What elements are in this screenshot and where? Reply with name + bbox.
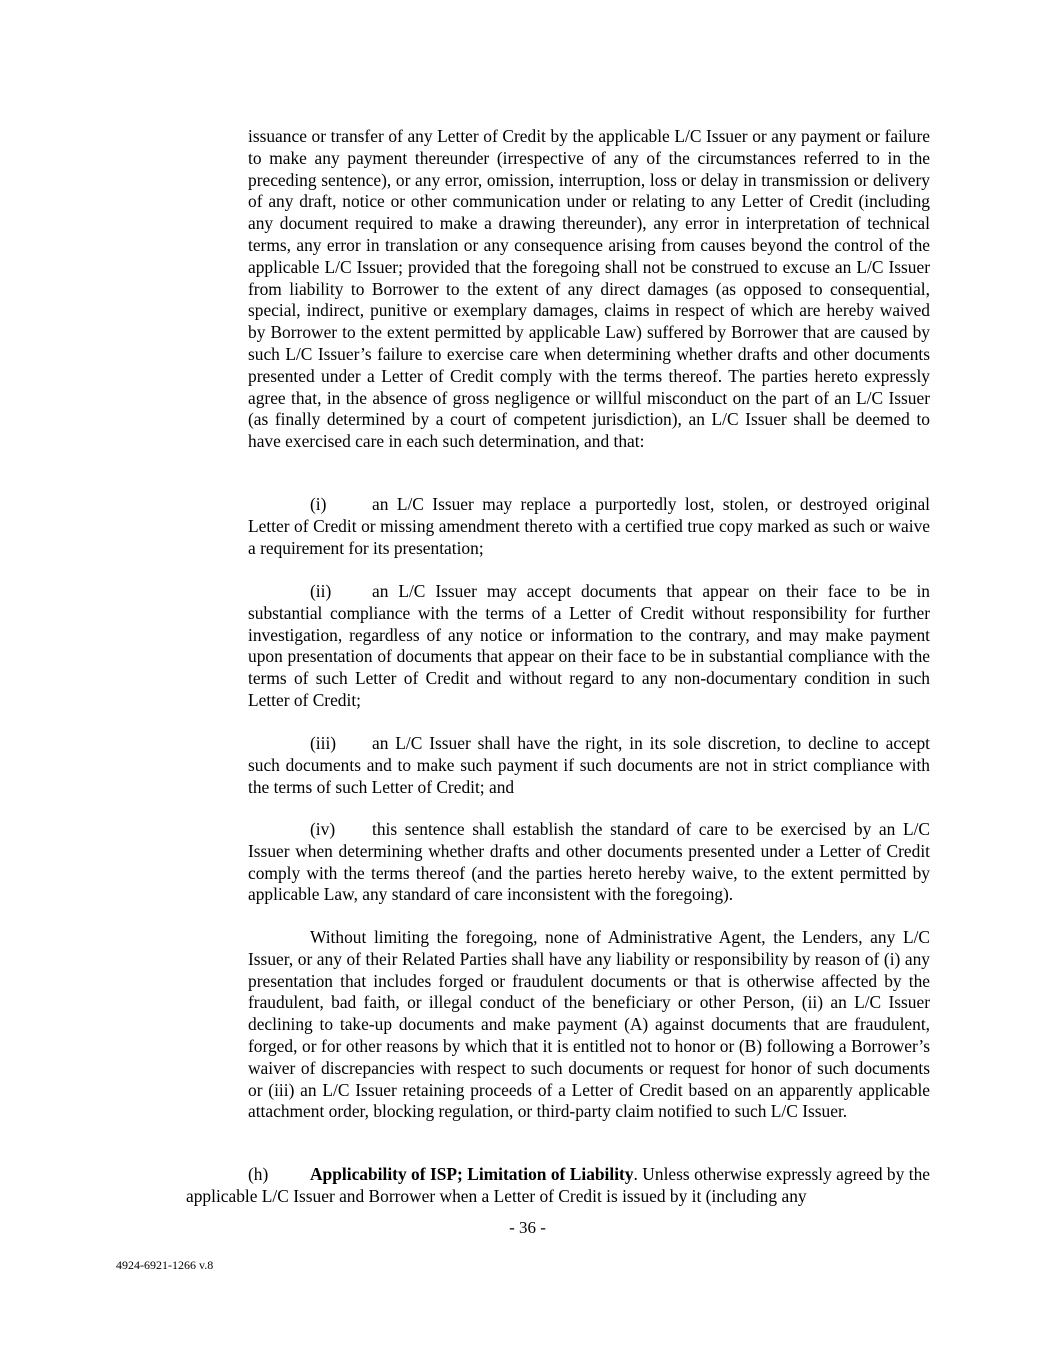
list-item-text: an L/C Issuer shall have the right, in its sole discretion, to decline to accept such documents and to make such payment if such documents are not in strict compliance with the terms of such Letter of Credit; and [248,733,930,797]
page-number: - 36 - [509,1218,546,1237]
list-item-text: this sentence shall establish the standard of care to be exercised by an L/C Issuer when determining whether drafts and other documents presented under a Letter of Credit comply with the terms thereof (and the parties hereto hereby waive, to the extent permitted by applicable Law, any standard of care inconsistent with the foregoing). [248,819,930,905]
list-item-label: (ii) [310,581,332,601]
list-item [248,733,930,798]
section-h [186,1164,930,1208]
paragraph-continuation: issuance or transfer of any Letter of Credit by the applicable L/C Issuer or any payment or failure to make any payment thereunder (irrespective of any of the circumstances referred to in the preceding sentence), or any error, omission, interruption, loss or delay in transmission or delivery of any draft, notice or other communication under or relating to any Letter of Credit (including any document required to make a drawing thereunder), any error in interpretation of technical terms, any error in translation or any consequence arising from causes beyond the control of the applicable L/C Issuer; provided that the foregoing shall not be construed to excuse an L/C Issuer from liability to Borrower to the extent of any direct damages (as opposed to consequential, special, indirect, punitive or exemplary damages, claims in respect of which are hereby waived by Borrower to the extent permitted by applicable Law) suffered by Borrower that are caused by such L/C Issuer’s failure to exercise care when determining whether drafts and other documents presented under a Letter of Credit comply with the terms thereof. The parties hereto expressly agree that, in the absence of gross negligence or willful misconduct on the part of an L/C Issuer (as finally determined by a court of competent jurisdiction), an L/C Issuer shall be deemed to have exercised care in each such determination, and that: [248,126,930,452]
list-item-label: (i) [310,494,327,514]
list-item [248,494,930,559]
section-h-heading: Applicability of ISP; Limitation of Liability [310,1164,634,1184]
section-h-text: . Unless otherwise expressly agreed by the applicable L/C Issuer and Borrower when a Letter of Credit is issued by it (including any [186,1164,930,1206]
list-item [248,819,930,906]
list-item-label: (iv) [310,819,336,839]
paragraph-limitation: Without limiting the foregoing, none of Administrative Agent, the Lenders, any L/C Issuer, or any of their Related Parties shall have any liability or responsibility by reason of (i) any presentation that includes forged or fraudulent documents or that is otherwise affected by the fraudulent, bad faith, or illegal conduct of the beneficiary or other Person, (ii) an L/C Issuer declining to take-up documents and make payment (A) against documents that are fraudulent, forged, or for other reasons by which that it is entitled not to honor or (B) following a Borrower’s waiver of discrepancies with respect to such documents or request for honor of such documents or (iii) an L/C Issuer retaining proceeds of a Letter of Credit based on an apparently applicable attachment order, blocking regulation, or third-party claim notified to such L/C Issuer. [248,927,930,1122]
list-item [248,581,930,712]
list-item-text: an L/C Issuer may replace a purportedly lost, stolen, or destroyed original Letter of Credit or missing amendment thereto with a certified true copy marked as such or waive a requirement for its presentation; [248,494,930,558]
list-item-text: an L/C Issuer may accept documents that appear on their face to be in substantial compliance with the terms of a Letter of Credit without responsibility for further investigation, regardless of any notice or information to the contrary, and may make payment upon presentation of documents that appear on their face to be in substantial compliance with the terms of such Letter of Credit and without regard to any non-documentary condition in such Letter of Credit; [248,581,930,710]
document-id: 4924-6921-1266 v.8 [116,1258,214,1272]
section-h-label: (h) [248,1164,269,1184]
list-item-label: (iii) [310,733,337,753]
